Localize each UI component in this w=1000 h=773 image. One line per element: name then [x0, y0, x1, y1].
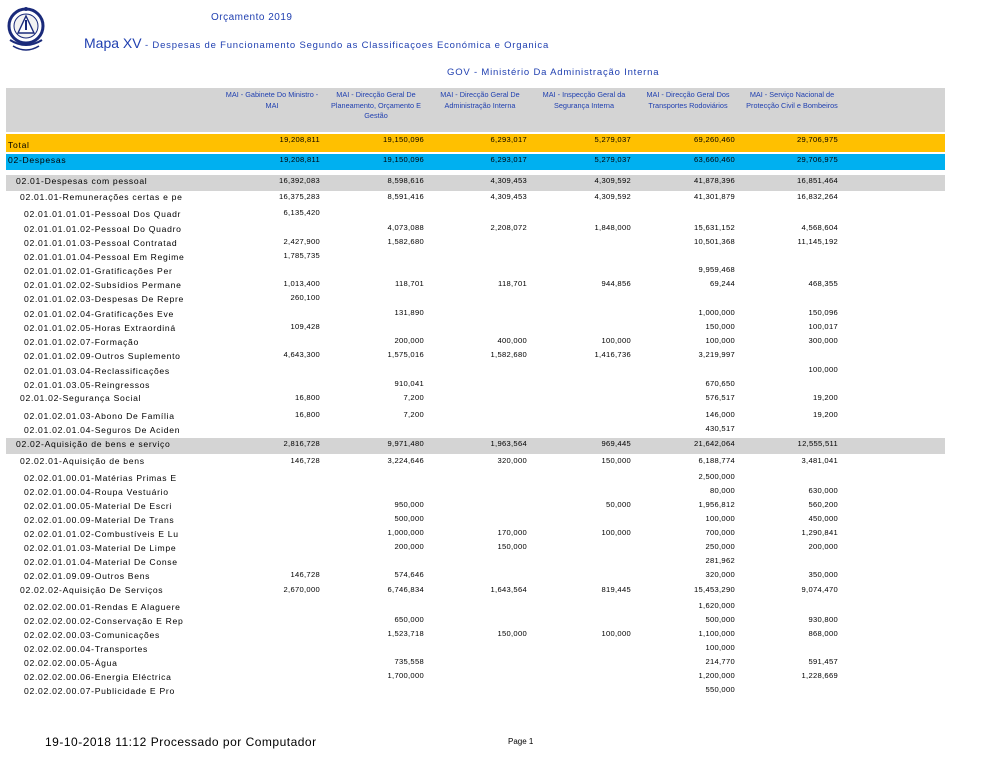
cell-value: 19,150,096	[382, 135, 424, 144]
row-label: 02.01.01.02.09-Outros Suplemento	[24, 351, 181, 361]
table-row	[6, 321, 945, 335]
cell-value: 468,355	[808, 279, 838, 288]
row-label: 02.02.01.00.01-Matérias Primas E	[24, 473, 177, 483]
table-row	[6, 485, 945, 499]
cell-value: 100,000	[705, 514, 735, 523]
cell-value: 6,135,420	[283, 208, 320, 217]
table-row	[6, 278, 945, 292]
cell-value: 576,517	[705, 393, 735, 402]
table-row	[6, 569, 945, 583]
table-row	[6, 600, 945, 614]
row-label: 02.01.01.01.03-Pessoal Contratad	[24, 238, 178, 248]
cell-value: 1,000,000	[387, 528, 424, 537]
cell-value: 1,963,564	[490, 439, 527, 448]
cell-value: 4,309,592	[594, 176, 631, 185]
table-row	[6, 541, 945, 555]
cell-value: 630,000	[808, 486, 838, 495]
cell-value: 320,000	[497, 456, 527, 465]
table-row	[6, 250, 945, 264]
cell-value: 5,279,037	[594, 135, 631, 144]
table-row	[6, 527, 945, 541]
cell-value: 4,568,604	[801, 223, 838, 232]
cell-value: 118,701	[395, 279, 424, 288]
processed-date: 19-10-2018 11:12 Processado por Computador	[45, 735, 317, 749]
cell-value: 15,453,290	[693, 585, 735, 594]
cell-value: 50,000	[605, 500, 631, 509]
cell-value: 150,096	[808, 308, 838, 317]
cell-value: 7,200	[403, 393, 424, 402]
cell-value: 131,890	[394, 308, 424, 317]
row-label: 02.01.01.02.03-Despesas De Repre	[24, 294, 184, 304]
row-label: 02.01-Despesas com pessoal	[16, 176, 148, 186]
table-row	[6, 555, 945, 569]
cell-value: 15,631,152	[693, 223, 735, 232]
table-row	[6, 423, 945, 437]
cell-value: 8,591,416	[387, 192, 424, 201]
row-label: 02.02.01.01.02-Combustíveis E Lu	[24, 529, 179, 539]
cell-value: 6,746,834	[387, 585, 424, 594]
row-label: 02.01.01.02.02-Subsídios Permane	[24, 280, 182, 290]
row-label: 02.02.02.00.07-Publicidade E Pro	[24, 686, 175, 696]
national-emblem-icon	[4, 4, 48, 56]
table-row	[6, 455, 945, 469]
cell-value: 150,000	[705, 322, 735, 331]
cell-value: 1,582,680	[490, 350, 527, 359]
table-row	[6, 409, 945, 423]
cell-value: 100,000	[601, 629, 631, 638]
cell-value: 910,041	[394, 379, 424, 388]
cell-value: 4,309,453	[490, 176, 527, 185]
cell-value: 100,000	[808, 365, 838, 374]
cell-value: 944,856	[601, 279, 631, 288]
table-row	[6, 335, 945, 349]
cell-value: 214,770	[705, 657, 735, 666]
total-row	[6, 134, 945, 152]
cell-value: 450,000	[808, 514, 838, 523]
cell-value: 19,200	[812, 393, 838, 402]
cell-value: 1,785,735	[283, 251, 320, 260]
table-row	[6, 642, 945, 656]
cell-value: 1,956,812	[698, 500, 735, 509]
cell-value: 735,558	[394, 657, 424, 666]
table-row	[6, 670, 945, 684]
table-row	[6, 378, 945, 392]
cell-value: 400,000	[497, 336, 527, 345]
column-header: MAI - Direcção Geral Dos Transportes Rodoviários	[646, 90, 730, 110]
cell-value: 819,445	[601, 585, 631, 594]
cell-value: 1,013,400	[283, 279, 320, 288]
cell-value: 150,000	[497, 542, 527, 551]
row-label: 02.01.01.01.04-Pessoal Em Regime	[24, 252, 185, 262]
cell-value: 1,290,841	[801, 528, 838, 537]
row-label: 02.01.02-Segurança Social	[20, 393, 142, 403]
table-row	[6, 614, 945, 628]
cell-value: 16,375,283	[278, 192, 320, 201]
table-row	[6, 499, 945, 513]
cell-value: 63,660,460	[693, 155, 735, 164]
ministry-label: GOV - Ministério Da Administração Interna	[447, 67, 660, 78]
cell-value: 11,145,192	[797, 237, 838, 246]
map-title	[84, 35, 549, 51]
row-label: 02.01.02.01.03-Abono De Família	[24, 411, 175, 421]
cell-value: 574,646	[394, 570, 424, 579]
cell-value: 2,427,900	[283, 237, 320, 246]
cell-value: 560,200	[808, 500, 838, 509]
row-label: 02.01.01.01.02-Pessoal Do Quadro	[24, 224, 182, 234]
column-header: MAI - Serviço Nacional de Protecção Civil e Bombeiros	[746, 90, 838, 110]
cell-value: 1,700,000	[387, 671, 424, 680]
row-label: 02.02.02.00.04-Transportes	[24, 644, 148, 654]
cell-value: 260,100	[290, 293, 320, 302]
cell-value: 200,000	[808, 542, 838, 551]
table-row	[6, 392, 945, 406]
cell-value: 16,392,083	[278, 176, 320, 185]
cell-value: 100,000	[601, 336, 631, 345]
cell-value: 16,832,264	[796, 192, 838, 201]
row-label: Total	[8, 140, 30, 150]
group-row	[6, 175, 945, 191]
row-label: 02.01.01.02.07-Formação	[24, 337, 139, 347]
table-row	[6, 292, 945, 306]
cell-value: 670,650	[705, 379, 735, 388]
row-label: 02.01.01.03.04-Reclassificações	[24, 366, 170, 376]
cell-value: 170,000	[497, 528, 527, 537]
table-row	[6, 471, 945, 485]
cell-value: 146,000	[705, 410, 735, 419]
cell-value: 868,000	[808, 629, 838, 638]
cell-value: 41,878,396	[693, 176, 735, 185]
cell-value: 500,000	[394, 514, 424, 523]
table-row	[6, 656, 945, 670]
cell-value: 950,000	[394, 500, 424, 509]
cell-value: 150,000	[601, 456, 631, 465]
cell-value: 300,000	[808, 336, 838, 345]
cell-value: 2,500,000	[698, 472, 735, 481]
row-label: 02.02.01.00.05-Material De Escri	[24, 501, 173, 511]
cell-value: 21,642,064	[693, 439, 735, 448]
table-row	[6, 628, 945, 642]
cell-value: 930,800	[808, 615, 838, 624]
map-subtitle: - Despesas de Funcionamento Segundo as Classificaçoes Económica e Organica	[141, 40, 550, 51]
cell-value: 100,017	[808, 322, 838, 331]
cell-value: 1,575,016	[387, 350, 424, 359]
row-label: 02.02.02.00.01-Rendas E Alaguere	[24, 602, 181, 612]
cell-value: 9,074,470	[801, 585, 838, 594]
row-label: 02.01.01.02.01-Gratificações Per	[24, 266, 173, 276]
column-header-band	[6, 88, 945, 132]
cell-value: 7,200	[403, 410, 424, 419]
cell-value: 19,208,811	[279, 135, 320, 144]
table-row	[6, 307, 945, 321]
table-row	[6, 264, 945, 278]
cell-value: 29,706,975	[796, 155, 838, 164]
cell-value: 350,000	[808, 570, 838, 579]
cell-value: 6,188,774	[698, 456, 735, 465]
cell-value: 16,851,464	[796, 176, 838, 185]
cell-value: 4,643,300	[283, 350, 320, 359]
row-label: 02-Despesas	[8, 155, 67, 165]
cell-value: 591,457	[808, 657, 838, 666]
cell-value: 1,000,000	[698, 308, 735, 317]
cell-value: 1,200,000	[698, 671, 735, 680]
cell-value: 969,445	[601, 439, 631, 448]
cell-value: 1,582,680	[387, 237, 424, 246]
cell-value: 200,000	[394, 336, 424, 345]
cell-value: 430,517	[705, 424, 735, 433]
cell-value: 12,555,511	[797, 439, 838, 448]
group-row	[6, 438, 945, 454]
table-row	[6, 222, 945, 236]
cell-value: 4,309,453	[490, 192, 527, 201]
table-row	[6, 684, 945, 698]
row-label: 02.01.02.01.04-Seguros De Aciden	[24, 425, 181, 435]
cell-value: 200,000	[394, 542, 424, 551]
cell-value: 109,428	[290, 322, 320, 331]
cell-value: 700,000	[705, 528, 735, 537]
row-label: 02.02.02.00.05-Água	[24, 658, 118, 668]
cell-value: 3,219,997	[698, 350, 735, 359]
cell-value: 3,224,646	[387, 456, 424, 465]
row-label: 02.01.01.02.04-Gratificações Eve	[24, 309, 174, 319]
cell-value: 29,706,975	[796, 135, 838, 144]
row-label: 02.02.01.00.09-Material De Trans	[24, 515, 175, 525]
row-label: 02.02.01.09.09-Outros Bens	[24, 571, 151, 581]
cell-value: 500,000	[705, 615, 735, 624]
cell-value: 80,000	[709, 486, 735, 495]
row-label: 02.02-Aquisição de bens e serviço	[16, 439, 171, 449]
page-number: Page 1	[508, 737, 534, 746]
table-row	[6, 364, 945, 378]
row-label: 02.02.01.01.03-Material De Limpe	[24, 543, 177, 553]
cell-value: 19,150,096	[382, 155, 424, 164]
row-label: 02.02.02-Aquisição De Serviços	[20, 585, 164, 595]
column-header: MAI - Direcção Geral De Administração Interna	[440, 90, 520, 110]
cell-value: 1,228,669	[801, 671, 838, 680]
cell-value: 2,670,000	[283, 585, 320, 594]
cell-value: 1,643,564	[490, 585, 527, 594]
row-label: 02.01.01.02.05-Horas Extraordiná	[24, 323, 176, 333]
row-label: 02.02.02.00.02-Conservação E Rep	[24, 616, 184, 626]
cell-value: 9,959,468	[698, 265, 735, 274]
cell-value: 100,000	[705, 336, 735, 345]
table-row	[6, 236, 945, 250]
cell-value: 1,848,000	[594, 223, 631, 232]
row-label: 02.02.01.00.04-Roupa Vestuário	[24, 487, 169, 497]
section-row	[6, 154, 945, 170]
cell-value: 6,293,017	[490, 135, 527, 144]
cell-value: 69,244	[709, 279, 735, 288]
cell-value: 1,523,718	[387, 629, 424, 638]
cell-value: 1,620,000	[698, 601, 735, 610]
cell-value: 118,701	[498, 279, 527, 288]
row-label: 02.01.01.03.05-Reingressos	[24, 380, 151, 390]
cell-value: 10,501,368	[693, 237, 735, 246]
table-row	[6, 207, 945, 221]
cell-value: 150,000	[497, 629, 527, 638]
table-row	[6, 513, 945, 527]
cell-value: 550,000	[705, 685, 735, 694]
row-label: 02.02.02.00.03-Comunicações	[24, 630, 160, 640]
map-label: Mapa XV	[84, 35, 142, 51]
cell-value: 1,416,736	[594, 350, 631, 359]
table-row	[6, 349, 945, 363]
table-row	[6, 584, 945, 598]
column-header: MAI - Gabinete Do Ministro - MAI	[225, 90, 319, 110]
cell-value: 650,000	[394, 615, 424, 624]
row-label: 02.02.02.00.06-Energia Eléctrica	[24, 672, 172, 682]
cell-value: 69,260,460	[693, 135, 735, 144]
cell-value: 320,000	[705, 570, 735, 579]
cell-value: 6,293,017	[490, 155, 527, 164]
cell-value: 8,598,616	[387, 176, 424, 185]
cell-value: 19,208,811	[279, 155, 320, 164]
cell-value: 100,000	[601, 528, 631, 537]
cell-value: 19,200	[812, 410, 838, 419]
cell-value: 100,000	[705, 643, 735, 652]
cell-value: 281,962	[705, 556, 735, 565]
row-label: 02.01.01.01.01-Pessoal Dos Quadr	[24, 209, 182, 219]
cell-value: 5,279,037	[594, 155, 631, 164]
cell-value: 146,728	[290, 570, 320, 579]
cell-value: 250,000	[705, 542, 735, 551]
cell-value: 2,816,728	[283, 439, 320, 448]
column-header: MAI - Inspecção Geral da Segurança Interna	[542, 90, 626, 110]
budget-year: Orçamento 2019	[211, 12, 293, 23]
row-label: 02.02.01-Aquisição de bens	[20, 456, 145, 466]
cell-value: 16,800	[294, 410, 320, 419]
table-row	[6, 191, 945, 205]
cell-value: 4,309,592	[594, 192, 631, 201]
column-header: MAI - Direcção Geral De Planeamento, Orçamento E Gestão	[330, 90, 422, 120]
cell-value: 2,208,072	[490, 223, 527, 232]
row-label: 02.01.01-Remunerações certas e pe	[20, 192, 183, 202]
cell-value: 41,301,879	[693, 192, 735, 201]
cell-value: 146,728	[290, 456, 320, 465]
cell-value: 9,971,480	[387, 439, 424, 448]
cell-value: 1,100,000	[698, 629, 735, 638]
cell-value: 4,073,088	[387, 223, 424, 232]
cell-value: 3,481,041	[801, 456, 838, 465]
row-label: 02.02.01.01.04-Material De Conse	[24, 557, 178, 567]
cell-value: 16,800	[294, 393, 320, 402]
